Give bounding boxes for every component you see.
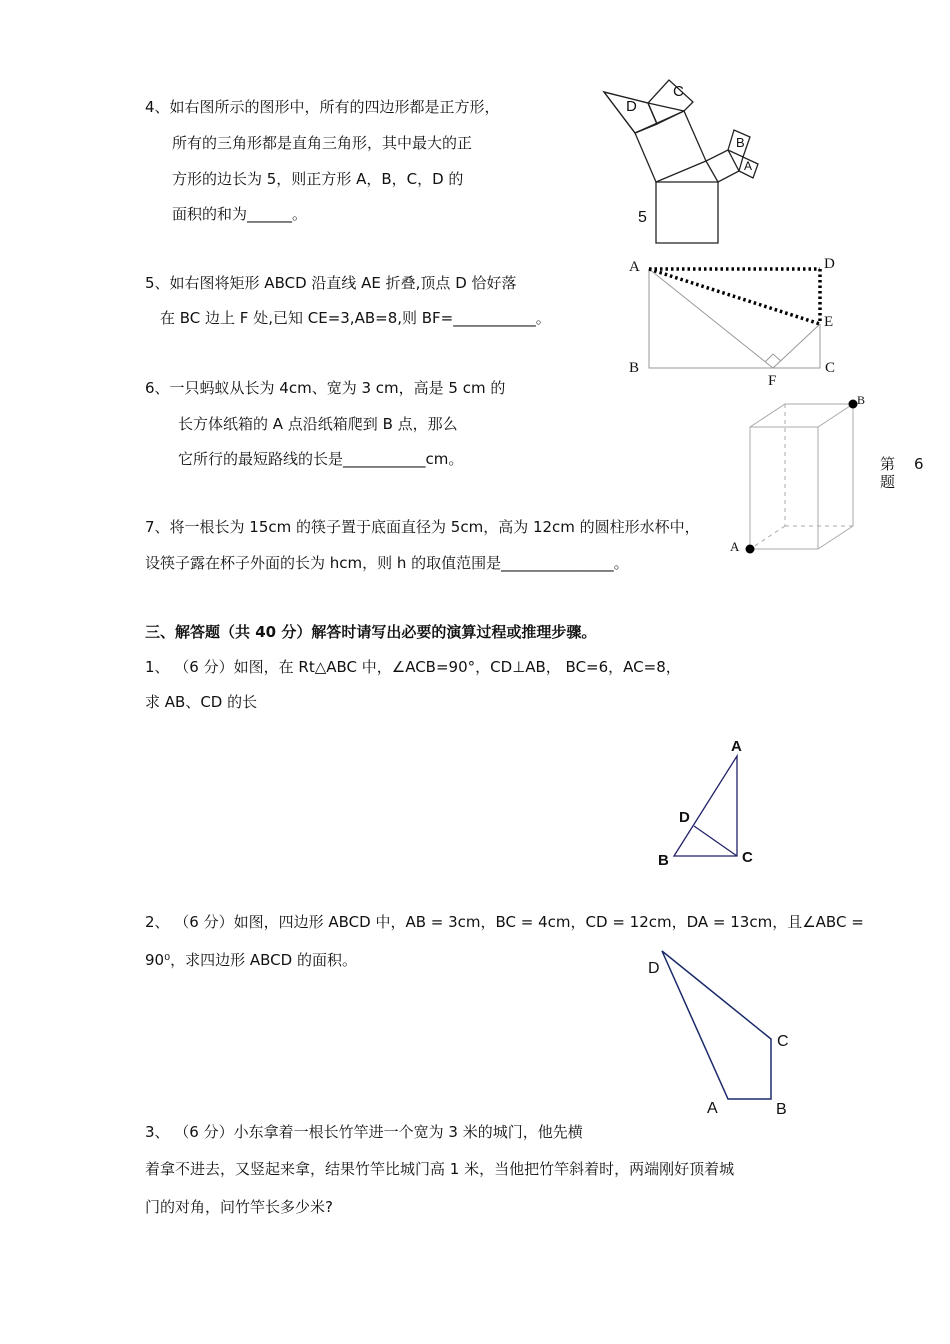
q5-label-d: D [824, 256, 835, 272]
p1-label-c: C [742, 849, 753, 866]
q7-line-2: 设筷子露在杯子外面的长为 hcm，则 h 的取值范围是_______________。 [145, 554, 629, 572]
q5-rectangle-figure [620, 252, 850, 392]
square-5 [656, 182, 718, 243]
p3-line-2: 着拿不进去，又竖起来拿，结果竹竿比城门高 1 米，当他把竹竿斜着时，两端刚好顶着城 [145, 1160, 735, 1178]
p1-label-b: B [658, 852, 669, 869]
q4-line-3: 方形的边长为 5，则正方形 A，B，C，D 的 [172, 170, 464, 188]
q6-line-1: 6、一只蚂蚁从长为 4cm、宽为 3 cm，高是 5 cm 的 [145, 379, 506, 397]
p2-label-a: A [707, 1100, 718, 1117]
p2-label-d: D [648, 960, 660, 977]
point-a [746, 545, 755, 554]
q5-label-a: A [629, 259, 640, 275]
q4-label-a: A [744, 159, 753, 173]
q5-line-1: 5、如右图将矩形 ABCD 沿直线 AE 折叠,顶点 D 恰好落 [145, 274, 517, 292]
p3-line-3: 门的对角，问竹竿长多少米? [145, 1198, 333, 1216]
q5-label-c: C [825, 360, 836, 376]
p1-line-1: 1、 （6 分）如图，在 Rt△ABC 中，∠ACB=90°，CD⊥AB， BC=6，AC=8， [145, 658, 681, 676]
p1-line-2: 求 AB、CD 的长 [145, 693, 258, 711]
q6-side-label-2: 6 [914, 455, 924, 473]
q6-line-2: 长方体纸箱的 A 点沿纸箱爬到 B 点，那么 [178, 415, 458, 433]
q6-label-a: A [730, 539, 740, 554]
q6-box-figure [720, 392, 880, 562]
q4-label-d: D [626, 98, 637, 115]
q4-label-c: C [673, 83, 684, 100]
p1-label-d: D [679, 809, 690, 826]
q4-line-4: 面积的和为______。 [172, 205, 308, 223]
q4-line-2: 所有的三角形都是直角三角形，其中最大的正 [172, 134, 473, 152]
p2-label-c: C [777, 1033, 789, 1050]
square-right-middle [706, 150, 739, 182]
square-left-middle [635, 111, 706, 182]
q4-line-1: 4、如右图所示的图形中，所有的四边形都是正方形， [145, 98, 500, 116]
p2-label-b: B [776, 1101, 787, 1118]
q5-label-e: E [824, 314, 834, 330]
p2-quadrilateral-figure [640, 945, 810, 1125]
q6-line-3: 它所行的最短路线的长是___________cm。 [178, 450, 464, 468]
q4-squares-figure [595, 70, 775, 255]
q7-line-1: 7、将一根长为 15cm 的筷子置于底面直径为 5cm，高为 12cm 的圆柱形水杯中， [145, 518, 700, 536]
section-3-title: 三、解答题（共 40 分）解答时请写出必要的演算过程或推理步骤。 [145, 623, 597, 641]
q4-label-b: B [736, 135, 745, 150]
q6-side-label-3: 题 [880, 473, 896, 491]
q6-side-label-1: 第 [880, 455, 896, 473]
q5-line-2: 在 BC 边上 F 处,已知 CE=3,AB=8,则 BF=___________。 [160, 309, 551, 327]
q6-label-b: B [857, 393, 866, 407]
p1-label-a: A [731, 738, 742, 755]
p2-line-2: 90⁰，求四边形 ABCD 的面积。 [145, 951, 357, 969]
q4-label-5: 5 [638, 209, 647, 226]
p2-line-1: 2、 （6 分）如图，四边形 ABCD 中，AB = 3cm，BC = 4cm，CD = 12cm，DA = 13cm，且∠ABC = [145, 913, 864, 931]
q5-label-b: B [629, 360, 640, 376]
q5-label-f: F [768, 373, 777, 389]
p1-triangle-figure [650, 732, 770, 872]
p3-line-1: 3、 （6 分）小东拿着一根长竹竿进一个宽为 3 米的城门，他先横 [145, 1123, 583, 1141]
